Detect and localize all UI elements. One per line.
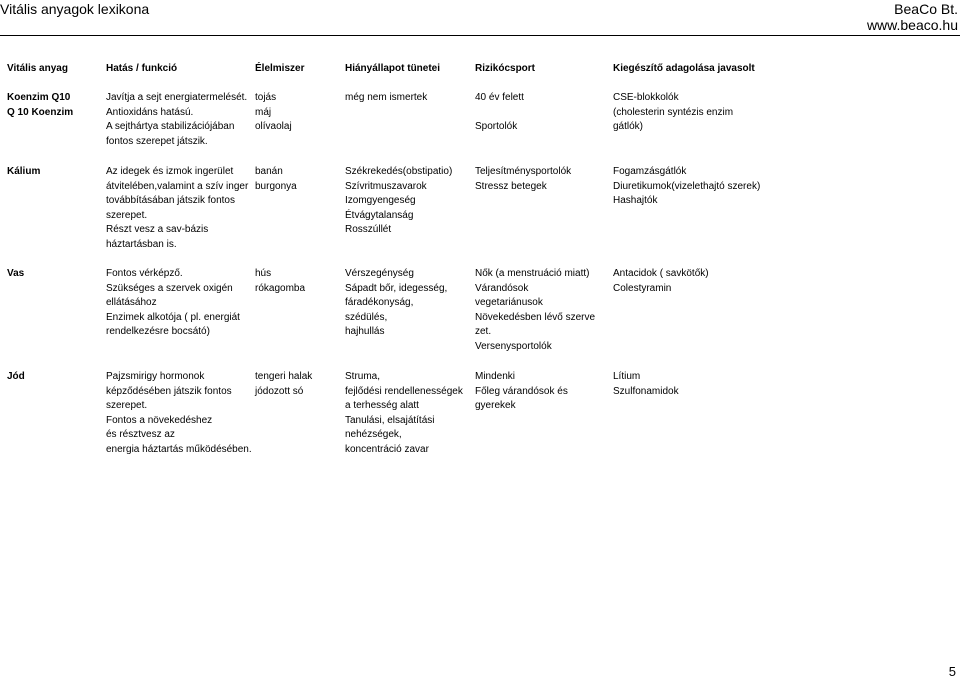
page-number: 5 <box>948 664 956 679</box>
cell-line: burgonya <box>255 180 297 192</box>
column-header-substance: Vitális anyag <box>7 63 68 74</box>
cell-line: hús <box>255 268 272 279</box>
symptoms-cell <box>345 267 447 340</box>
cell-line: Q 10 Koenzim <box>7 106 74 118</box>
cell-line: Stressz betegek <box>475 180 547 192</box>
cell-line: 40 év felett <box>475 92 524 103</box>
symptoms-cell <box>345 370 463 458</box>
cell-line: Struma, <box>345 371 381 382</box>
cell-line: háztartásban is. <box>106 238 177 250</box>
cell-line: koncentráció zavar <box>345 443 429 455</box>
cell-line: Vérszegénység <box>345 268 414 279</box>
cell-line: Sápadt bőr, idegesség, <box>345 282 448 294</box>
cell-line: Javítja a sejt energiatermelését. <box>106 92 248 103</box>
cell-line: még nem ismertek <box>345 92 428 103</box>
cell-line: (cholesterin syntézis enzim <box>613 106 734 118</box>
company-name: BeaCo Bt. <box>894 1 958 17</box>
cell-line: energia háztartás működésében. <box>106 443 252 455</box>
cell-line <box>475 106 524 121</box>
cell-line: Fontos vérképző. <box>106 268 183 279</box>
cell-line: Fogamzásgátlók <box>613 166 687 177</box>
cell-line: szerepet. <box>106 209 148 221</box>
cell-line: Nők (a menstruáció miatt) <box>475 268 590 279</box>
cell-line: a terhesség alatt <box>345 400 419 412</box>
cell-line: átvitelében,valamint a szív inger <box>106 180 249 192</box>
risk-cell <box>475 370 568 414</box>
cell-line: Pajzsmirigy hormonok <box>106 371 205 382</box>
effect-cell <box>106 165 248 253</box>
cell-line: szédülés, <box>345 311 388 323</box>
cell-line: Hashajtók <box>613 195 658 207</box>
substance-cell <box>7 370 25 385</box>
food-cell <box>255 370 312 399</box>
cell-line: Jód <box>7 371 25 382</box>
cell-line: CSE-blokkolók <box>613 92 679 103</box>
cell-line: gátlók) <box>613 121 644 133</box>
cell-line: tengeri halak <box>255 371 313 382</box>
cell-line: nehézségek, <box>345 429 402 441</box>
risk-cell <box>475 165 571 194</box>
document-title: Vitális anyagok lexikona <box>0 1 150 17</box>
cell-line: fejlődési rendellenességek <box>345 385 463 397</box>
cell-line: Az idegek és izmok ingerület <box>106 166 234 177</box>
column-header-supplement: Kiegészítő adagolása javasolt <box>613 63 755 74</box>
cell-line: Étvágytalanság <box>345 209 414 221</box>
cell-line: banán <box>255 166 283 177</box>
cell-line: Szükséges a szervek oxigén <box>106 282 233 294</box>
company-url: www.beaco.hu <box>866 17 958 33</box>
cell-line: Mindenki <box>475 371 516 382</box>
cell-line: Kálium <box>7 166 41 177</box>
cell-line: Rosszúllét <box>345 224 392 236</box>
supplement-cell <box>613 165 760 209</box>
risk-cell <box>475 267 595 355</box>
cell-line: Főleg várandósok és <box>475 385 568 397</box>
cell-line: rendelkezésre bocsátó) <box>106 326 210 338</box>
cell-line: Teljesítménysportolók <box>475 166 572 177</box>
food-cell <box>255 267 305 296</box>
cell-line: fontos szerepet játszik. <box>106 135 208 147</box>
cell-line: fáradékonyság, <box>345 297 414 309</box>
column-header-symptoms: Hiányállapot tünetei <box>345 63 441 74</box>
symptoms-cell <box>345 165 452 238</box>
cell-line: Fontos a növekedéshez <box>106 414 213 426</box>
cell-line: Koenzim Q10 <box>7 92 71 103</box>
cell-line: hajhullás <box>345 326 385 338</box>
supplement-cell <box>613 267 709 296</box>
substance-cell <box>7 91 73 120</box>
cell-line: A sejthártya stabilizációjában <box>106 121 235 133</box>
cell-line: Lítium <box>613 371 641 382</box>
cell-line: ellátásához <box>106 297 157 309</box>
cell-line: Sportolók <box>475 121 518 133</box>
cell-line: képződésében játszik fontos <box>106 385 232 397</box>
cell-line: Antioxidáns hatású. <box>106 106 194 118</box>
supplement-cell <box>613 370 679 399</box>
cell-line: Növekedésben lévő szerve <box>475 311 596 323</box>
cell-line: rókagomba <box>255 282 306 294</box>
cell-line: tojás <box>255 92 277 103</box>
cell-line: Colestyramin <box>613 282 672 294</box>
cell-line: jódozott só <box>255 385 304 397</box>
effect-cell <box>106 91 247 149</box>
cell-line: Szulfonamidok <box>613 385 679 397</box>
effect-cell <box>106 370 252 458</box>
column-header-risk: Rizikócsport <box>475 63 536 74</box>
substance-cell <box>7 165 40 180</box>
header-divider <box>0 35 960 36</box>
cell-line: olívaolaj <box>255 121 292 133</box>
column-header-food: Élelmiszer <box>255 63 305 74</box>
cell-line: Diuretikumok(vizelethajtó szerek) <box>613 180 761 192</box>
food-cell <box>255 91 292 135</box>
symptoms-cell <box>345 91 427 106</box>
cell-line: és résztvesz az <box>106 429 175 441</box>
cell-line: zet. <box>475 326 492 338</box>
cell-line: máj <box>255 106 272 118</box>
risk-cell <box>475 91 524 135</box>
cell-line: továbbításában játszik fontos <box>106 195 235 207</box>
cell-line: Antacidok ( savkötők) <box>613 268 709 279</box>
cell-line: szerepet. <box>106 400 148 412</box>
company-info <box>867 1 958 33</box>
column-header-effect: Hatás / funkció <box>106 63 178 74</box>
cell-line: Vas <box>7 268 25 279</box>
cell-line: gyerekek <box>475 400 516 412</box>
supplement-cell <box>613 91 733 135</box>
cell-line: Versenysportolók <box>475 340 552 352</box>
effect-cell <box>106 267 240 340</box>
cell-line: Enzimek alkotója ( pl. energiát <box>106 311 240 323</box>
substance-cell <box>7 267 24 282</box>
cell-line: Izomgyengeség <box>345 195 416 207</box>
cell-line: Tanulási, elsajátítási <box>345 414 435 426</box>
cell-line: Részt vesz a sav-bázis <box>106 224 209 236</box>
cell-line: Szívritmuszavarok <box>345 180 427 192</box>
food-cell <box>255 165 297 194</box>
cell-line: Várandósok <box>475 282 529 294</box>
cell-line: vegetariánusok <box>475 297 543 309</box>
cell-line: Székrekedés(obstipatio) <box>345 166 453 177</box>
